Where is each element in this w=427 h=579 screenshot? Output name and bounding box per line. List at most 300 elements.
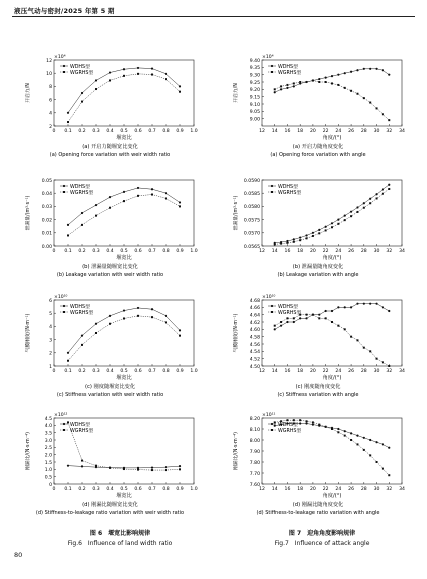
data-point: [274, 325, 276, 327]
y-tick-label: 4.0: [44, 424, 52, 430]
data-point: [286, 317, 288, 319]
y-tick-label: 4.5: [44, 416, 52, 422]
data-point: [179, 335, 181, 337]
data-point: [137, 469, 139, 471]
x-tick-label: 0.5: [120, 369, 128, 374]
panel-caption-zh: (c) 刚度随角度变化: [295, 384, 341, 390]
x-tick-label: 24: [335, 487, 342, 492]
legend-label: WDHS型: [70, 304, 90, 310]
y-tick-label: 4.62: [249, 320, 260, 326]
x-tick-label: 0.3: [92, 487, 100, 492]
data-point: [109, 323, 111, 325]
legend-label: WDHS型: [278, 184, 298, 190]
x-tick-label: 14: [271, 129, 278, 134]
data-point: [293, 238, 295, 240]
figure-7-title-en: Fig.7 Influence of attack angle: [274, 540, 370, 547]
y-axis-label: 气膜刚度/(N·m⁻¹): [26, 313, 31, 353]
x-tick-label: 0.3: [92, 249, 100, 254]
legend-label: WGRHS型: [278, 70, 302, 76]
figure-6-title: [20, 528, 220, 547]
data-point: [306, 81, 308, 83]
data-point: [123, 191, 125, 193]
x-tick-label: 0: [52, 369, 56, 374]
data-point: [369, 350, 371, 352]
data-point: [109, 196, 111, 198]
x-tick-label: 0.3: [92, 129, 100, 134]
legend-marker: [63, 423, 65, 425]
data-point: [382, 361, 384, 363]
y-tick-label: 0.04: [41, 192, 52, 197]
data-point: [331, 75, 333, 77]
data-point: [179, 205, 181, 207]
data-point: [344, 219, 346, 221]
axis-exponent: ×10¹⁰: [54, 295, 68, 300]
x-tick-label: 18: [297, 249, 304, 254]
x-tick-label: 16: [284, 129, 291, 134]
data-point: [363, 303, 365, 305]
data-point: [286, 84, 288, 86]
data-point: [350, 211, 352, 213]
data-point: [350, 90, 352, 92]
data-point: [325, 426, 327, 428]
data-point: [179, 329, 181, 331]
x-tick-label: 0.8: [162, 487, 170, 492]
data-point: [67, 224, 69, 226]
x-tick-label: 16: [284, 369, 291, 374]
data-point: [299, 81, 301, 83]
page-number: 80: [14, 551, 23, 559]
x-tick-label: 0.7: [148, 249, 156, 254]
x-tick-label: 18: [297, 369, 304, 374]
x-tick-label: 0.2: [78, 249, 86, 254]
x-tick-label: 0.2: [78, 129, 86, 134]
chart-panel-d6: [20, 410, 200, 522]
x-tick-label: 1.0: [190, 369, 198, 374]
x-tick-label: 26: [348, 369, 355, 374]
y-tick-label: 9.20: [249, 88, 260, 94]
y-tick-label: 4: [49, 111, 52, 117]
data-point: [95, 215, 97, 217]
panel-caption-zh: (d) 刚漏比随角度变化: [292, 502, 344, 508]
y-tick-label: 0.0580: [243, 205, 260, 211]
y-tick-label: 4: [49, 325, 52, 331]
y-axis-label: 开启力/N: [26, 83, 31, 103]
data-point: [280, 321, 282, 323]
legend-marker: [63, 65, 65, 67]
data-point: [95, 88, 97, 90]
data-point: [388, 365, 390, 367]
x-tick-label: 12: [259, 129, 265, 134]
data-point: [286, 419, 288, 421]
data-point: [123, 200, 125, 202]
x-tick-label: 0.4: [106, 129, 114, 134]
legend-label: WGRHS型: [278, 428, 302, 434]
data-point: [375, 441, 377, 443]
data-point: [137, 195, 139, 197]
x-axis-label: 堰宽比: [116, 493, 132, 499]
data-point: [318, 232, 320, 234]
x-axis-label: 堰宽比: [116, 135, 132, 141]
data-point: [293, 85, 295, 87]
data-point: [382, 306, 384, 308]
data-point: [81, 465, 83, 467]
y-tick-label: 8.20: [249, 416, 260, 422]
data-point: [299, 422, 301, 424]
x-tick-label: 1.0: [190, 249, 198, 254]
data-point: [109, 207, 111, 209]
y-tick-label: 3.5: [44, 431, 52, 437]
y-tick-label: 0.0565: [243, 244, 260, 250]
axis-exponent: ×10⁴: [262, 55, 274, 60]
data-point: [81, 224, 83, 226]
data-point: [81, 92, 83, 94]
y-tick-label: 7.80: [249, 460, 260, 466]
data-point: [109, 71, 111, 73]
x-tick-label: 26: [348, 487, 355, 492]
chart-a6: [20, 52, 200, 164]
legend-marker: [271, 429, 273, 431]
data-point: [344, 435, 346, 437]
panel-caption-zh: (c) 刚度随堰宽比变化: [84, 384, 136, 390]
y-tick-label: 9.35: [249, 66, 260, 72]
data-point: [293, 419, 295, 421]
data-point: [331, 428, 333, 430]
y-tick-label: 6: [49, 298, 52, 304]
legend-marker: [63, 191, 65, 193]
data-point: [350, 215, 352, 217]
legend-label: WGRHS型: [278, 310, 302, 316]
data-point: [151, 74, 153, 76]
data-point: [67, 121, 69, 123]
y-tick-label: 0.00: [41, 244, 52, 250]
x-tick-label: 22: [322, 129, 329, 134]
x-tick-label: 0.7: [148, 487, 156, 492]
data-point: [137, 73, 139, 75]
x-tick-label: 0.1: [64, 369, 72, 374]
data-point: [312, 424, 314, 426]
data-point: [306, 314, 308, 316]
data-point: [109, 79, 111, 81]
data-point: [274, 425, 276, 427]
data-point: [67, 421, 69, 423]
data-point: [123, 75, 125, 77]
data-point: [67, 465, 69, 467]
y-tick-label: 0.01: [41, 231, 52, 237]
panel-caption-zh: (b) 泄漏量随角度变化: [292, 264, 344, 270]
panel-caption-en: (a) Opening force variation with weir width ratio: [49, 152, 171, 158]
x-tick-label: 32: [386, 487, 393, 492]
data-point: [369, 102, 371, 104]
data-point: [179, 465, 181, 467]
series-line-1: [68, 74, 180, 122]
data-point: [109, 467, 111, 469]
data-point: [81, 335, 83, 337]
data-point: [274, 243, 276, 245]
data-point: [137, 187, 139, 189]
data-point: [344, 87, 346, 89]
legend-marker: [271, 423, 273, 425]
data-point: [151, 316, 153, 318]
x-tick-label: 24: [335, 369, 342, 374]
data-point: [280, 243, 282, 245]
y-tick-label: 0: [49, 482, 52, 488]
data-point: [123, 309, 125, 311]
data-point: [318, 317, 320, 319]
x-tick-label: 20: [309, 249, 316, 254]
data-point: [293, 317, 295, 319]
data-point: [312, 314, 314, 316]
series-line-1: [68, 316, 180, 361]
data-point: [356, 435, 358, 437]
data-point: [312, 421, 314, 423]
data-point: [325, 77, 327, 79]
data-point: [382, 69, 384, 71]
y-tick-label: 0.05: [41, 178, 52, 184]
data-point: [376, 358, 378, 360]
legend-marker: [63, 71, 65, 73]
x-tick-label: 20: [309, 369, 316, 374]
data-point: [337, 219, 339, 221]
y-tick-label: 4.68: [249, 298, 260, 304]
x-tick-label: 0.1: [64, 129, 72, 134]
figure-7-title: [222, 528, 422, 547]
y-axis-label: 刚漏比/(N·s·m⁻⁴): [26, 431, 31, 471]
data-point: [280, 85, 282, 87]
x-tick-label: 32: [386, 129, 393, 134]
data-point: [363, 347, 365, 349]
data-point: [331, 226, 333, 228]
legend-marker: [271, 65, 273, 67]
x-tick-label: 18: [297, 129, 304, 134]
y-tick-label: 2.0: [44, 453, 52, 459]
x-tick-label: 30: [373, 249, 380, 254]
data-point: [350, 306, 352, 308]
y-tick-label: 9.30: [249, 73, 260, 79]
data-point: [369, 202, 371, 204]
header-rule: [12, 16, 415, 17]
data-point: [337, 74, 339, 76]
data-point: [274, 421, 276, 423]
data-point: [325, 317, 327, 319]
data-point: [286, 240, 288, 242]
y-tick-label: 0.0590: [243, 178, 260, 184]
y-tick-label: 4.66: [249, 306, 260, 312]
x-tick-label: 30: [373, 369, 380, 374]
data-point: [293, 82, 295, 84]
x-tick-label: 1.0: [190, 129, 198, 134]
y-tick-label: 3.0: [44, 438, 52, 444]
y-tick-label: 4.54: [249, 350, 260, 356]
y-tick-label: 4.52: [249, 357, 260, 363]
y-tick-label: 4.56: [249, 342, 260, 348]
data-point: [137, 315, 139, 317]
data-point: [331, 321, 333, 323]
x-tick-label: 30: [373, 487, 380, 492]
data-point: [299, 236, 301, 238]
legend-label: WGRHS型: [70, 428, 94, 434]
panel-caption-en: (c) Stiffness variation with weir width ratio: [56, 392, 164, 398]
x-tick-label: 0.5: [120, 249, 128, 254]
legend-label: WGRHS型: [278, 190, 302, 196]
data-point: [363, 97, 365, 99]
y-tick-label: 1.0: [44, 468, 52, 474]
panel-caption-en: (d) Stiffness-to-leakage ratio variation with angle: [256, 510, 380, 516]
data-point: [306, 237, 308, 239]
data-point: [280, 325, 282, 327]
legend-label: WDHS型: [278, 304, 298, 310]
y-tick-label: 2.5: [44, 446, 52, 452]
data-point: [286, 87, 288, 89]
data-point: [123, 468, 125, 470]
legend-label: WGRHS型: [70, 310, 94, 316]
chart-panel-a7: [228, 52, 408, 164]
y-axis-label: 气膜刚度/(N·m⁻¹): [234, 313, 239, 353]
data-point: [312, 80, 314, 82]
data-point: [363, 202, 365, 204]
y-tick-label: 2: [49, 124, 52, 130]
x-tick-label: 0.9: [176, 129, 184, 134]
x-tick-label: 34: [399, 487, 405, 492]
x-tick-label: 16: [284, 249, 291, 254]
data-point: [369, 454, 371, 456]
chart-panel-d7: [228, 410, 408, 522]
y-tick-label: 8: [49, 85, 52, 91]
x-tick-label: 0: [52, 129, 56, 134]
data-point: [356, 69, 358, 71]
y-tick-label: 9.40: [249, 58, 260, 64]
y-tick-label: 9.05: [249, 110, 260, 116]
y-tick-label: 9.10: [249, 102, 260, 108]
data-point: [137, 67, 139, 69]
data-point: [165, 78, 167, 80]
chart-panel-a6: [20, 52, 200, 164]
data-point: [375, 68, 377, 70]
y-tick-label: 4.64: [249, 313, 260, 319]
legend-marker: [63, 305, 65, 307]
x-tick-label: 32: [386, 369, 393, 374]
y-tick-label: 0.5: [44, 475, 52, 481]
data-point: [337, 306, 339, 308]
y-tick-label: 9.15: [249, 95, 260, 101]
data-point: [382, 468, 384, 470]
panel-caption-en: (a) Opening force variation with angle: [270, 152, 366, 158]
data-point: [376, 461, 378, 463]
data-point: [299, 317, 301, 319]
data-point: [382, 188, 384, 190]
x-tick-label: 0.4: [106, 249, 114, 254]
y-tick-label: 0.02: [41, 218, 52, 224]
data-point: [165, 321, 167, 323]
data-point: [95, 332, 97, 334]
y-tick-label: 7.70: [249, 471, 260, 477]
data-point: [356, 303, 358, 305]
x-tick-label: 0.3: [92, 369, 100, 374]
legend-marker: [271, 311, 273, 313]
y-tick-label: 8.00: [249, 438, 260, 444]
data-point: [363, 207, 365, 209]
data-point: [151, 188, 153, 190]
data-point: [306, 420, 308, 422]
data-point: [388, 447, 390, 449]
x-tick-label: 0.1: [64, 487, 72, 492]
series-line-1: [275, 81, 390, 121]
figure-6-title-zh: 图 6 堰宽比影响规律: [89, 530, 151, 537]
data-point: [179, 85, 181, 87]
x-tick-label: 22: [322, 369, 329, 374]
x-axis-label: 角度/(°): [322, 255, 342, 261]
data-point: [337, 428, 339, 430]
legend-label: WDHS型: [70, 184, 90, 190]
x-tick-label: 18: [297, 487, 304, 492]
data-point: [305, 317, 307, 319]
data-point: [81, 344, 83, 346]
x-tick-label: 14: [271, 487, 278, 492]
x-tick-label: 0.8: [162, 369, 170, 374]
x-tick-label: 0.4: [106, 369, 114, 374]
x-tick-label: 32: [386, 249, 393, 254]
legend-marker: [63, 429, 65, 431]
figure-6-title-en: Fig.6 Influence of land width ratio: [67, 540, 173, 547]
data-point: [388, 74, 390, 76]
chart-b7: [228, 172, 408, 284]
legend-label: WGRHS型: [70, 70, 94, 76]
data-point: [95, 323, 97, 325]
y-axis-label: 泄漏量/(m³·s⁻¹): [26, 195, 31, 231]
x-tick-label: 14: [271, 249, 278, 254]
data-point: [81, 101, 83, 103]
data-point: [312, 235, 314, 237]
data-point: [81, 212, 83, 214]
legend-marker: [63, 185, 65, 187]
panel-caption-zh: (a) 开启力随堰宽比变化: [82, 144, 138, 150]
data-point: [179, 468, 181, 470]
y-tick-label: 0.0575: [243, 218, 260, 224]
chart-panel-b7: [228, 172, 408, 284]
data-point: [376, 107, 378, 109]
legend-label: WDHS型: [70, 64, 90, 70]
data-point: [356, 93, 358, 95]
data-point: [375, 303, 377, 305]
data-point: [137, 307, 139, 309]
legend-marker: [271, 185, 273, 187]
x-tick-label: 34: [399, 249, 405, 254]
chart-a7: [228, 52, 408, 164]
data-point: [165, 469, 167, 471]
data-point: [325, 81, 327, 83]
data-point: [337, 325, 339, 327]
legend-marker: [63, 311, 65, 313]
x-tick-label: 0: [52, 487, 56, 492]
x-tick-label: 0.6: [134, 129, 142, 134]
y-axis-label: 刚漏比/(N·s·m⁻⁴): [234, 431, 239, 471]
data-point: [67, 234, 69, 236]
data-point: [165, 466, 167, 468]
y-tick-label: 12: [46, 58, 52, 64]
chart-c7: [228, 292, 408, 404]
data-point: [356, 206, 358, 208]
data-point: [388, 474, 390, 476]
data-point: [299, 239, 301, 241]
data-point: [331, 82, 333, 84]
data-point: [350, 432, 352, 434]
x-axis-label: 堰宽比: [116, 375, 132, 381]
data-point: [356, 443, 358, 445]
data-point: [337, 223, 339, 225]
data-point: [369, 303, 371, 305]
chart-panel-c6: [20, 292, 200, 404]
data-point: [95, 79, 97, 81]
data-point: [331, 310, 333, 312]
